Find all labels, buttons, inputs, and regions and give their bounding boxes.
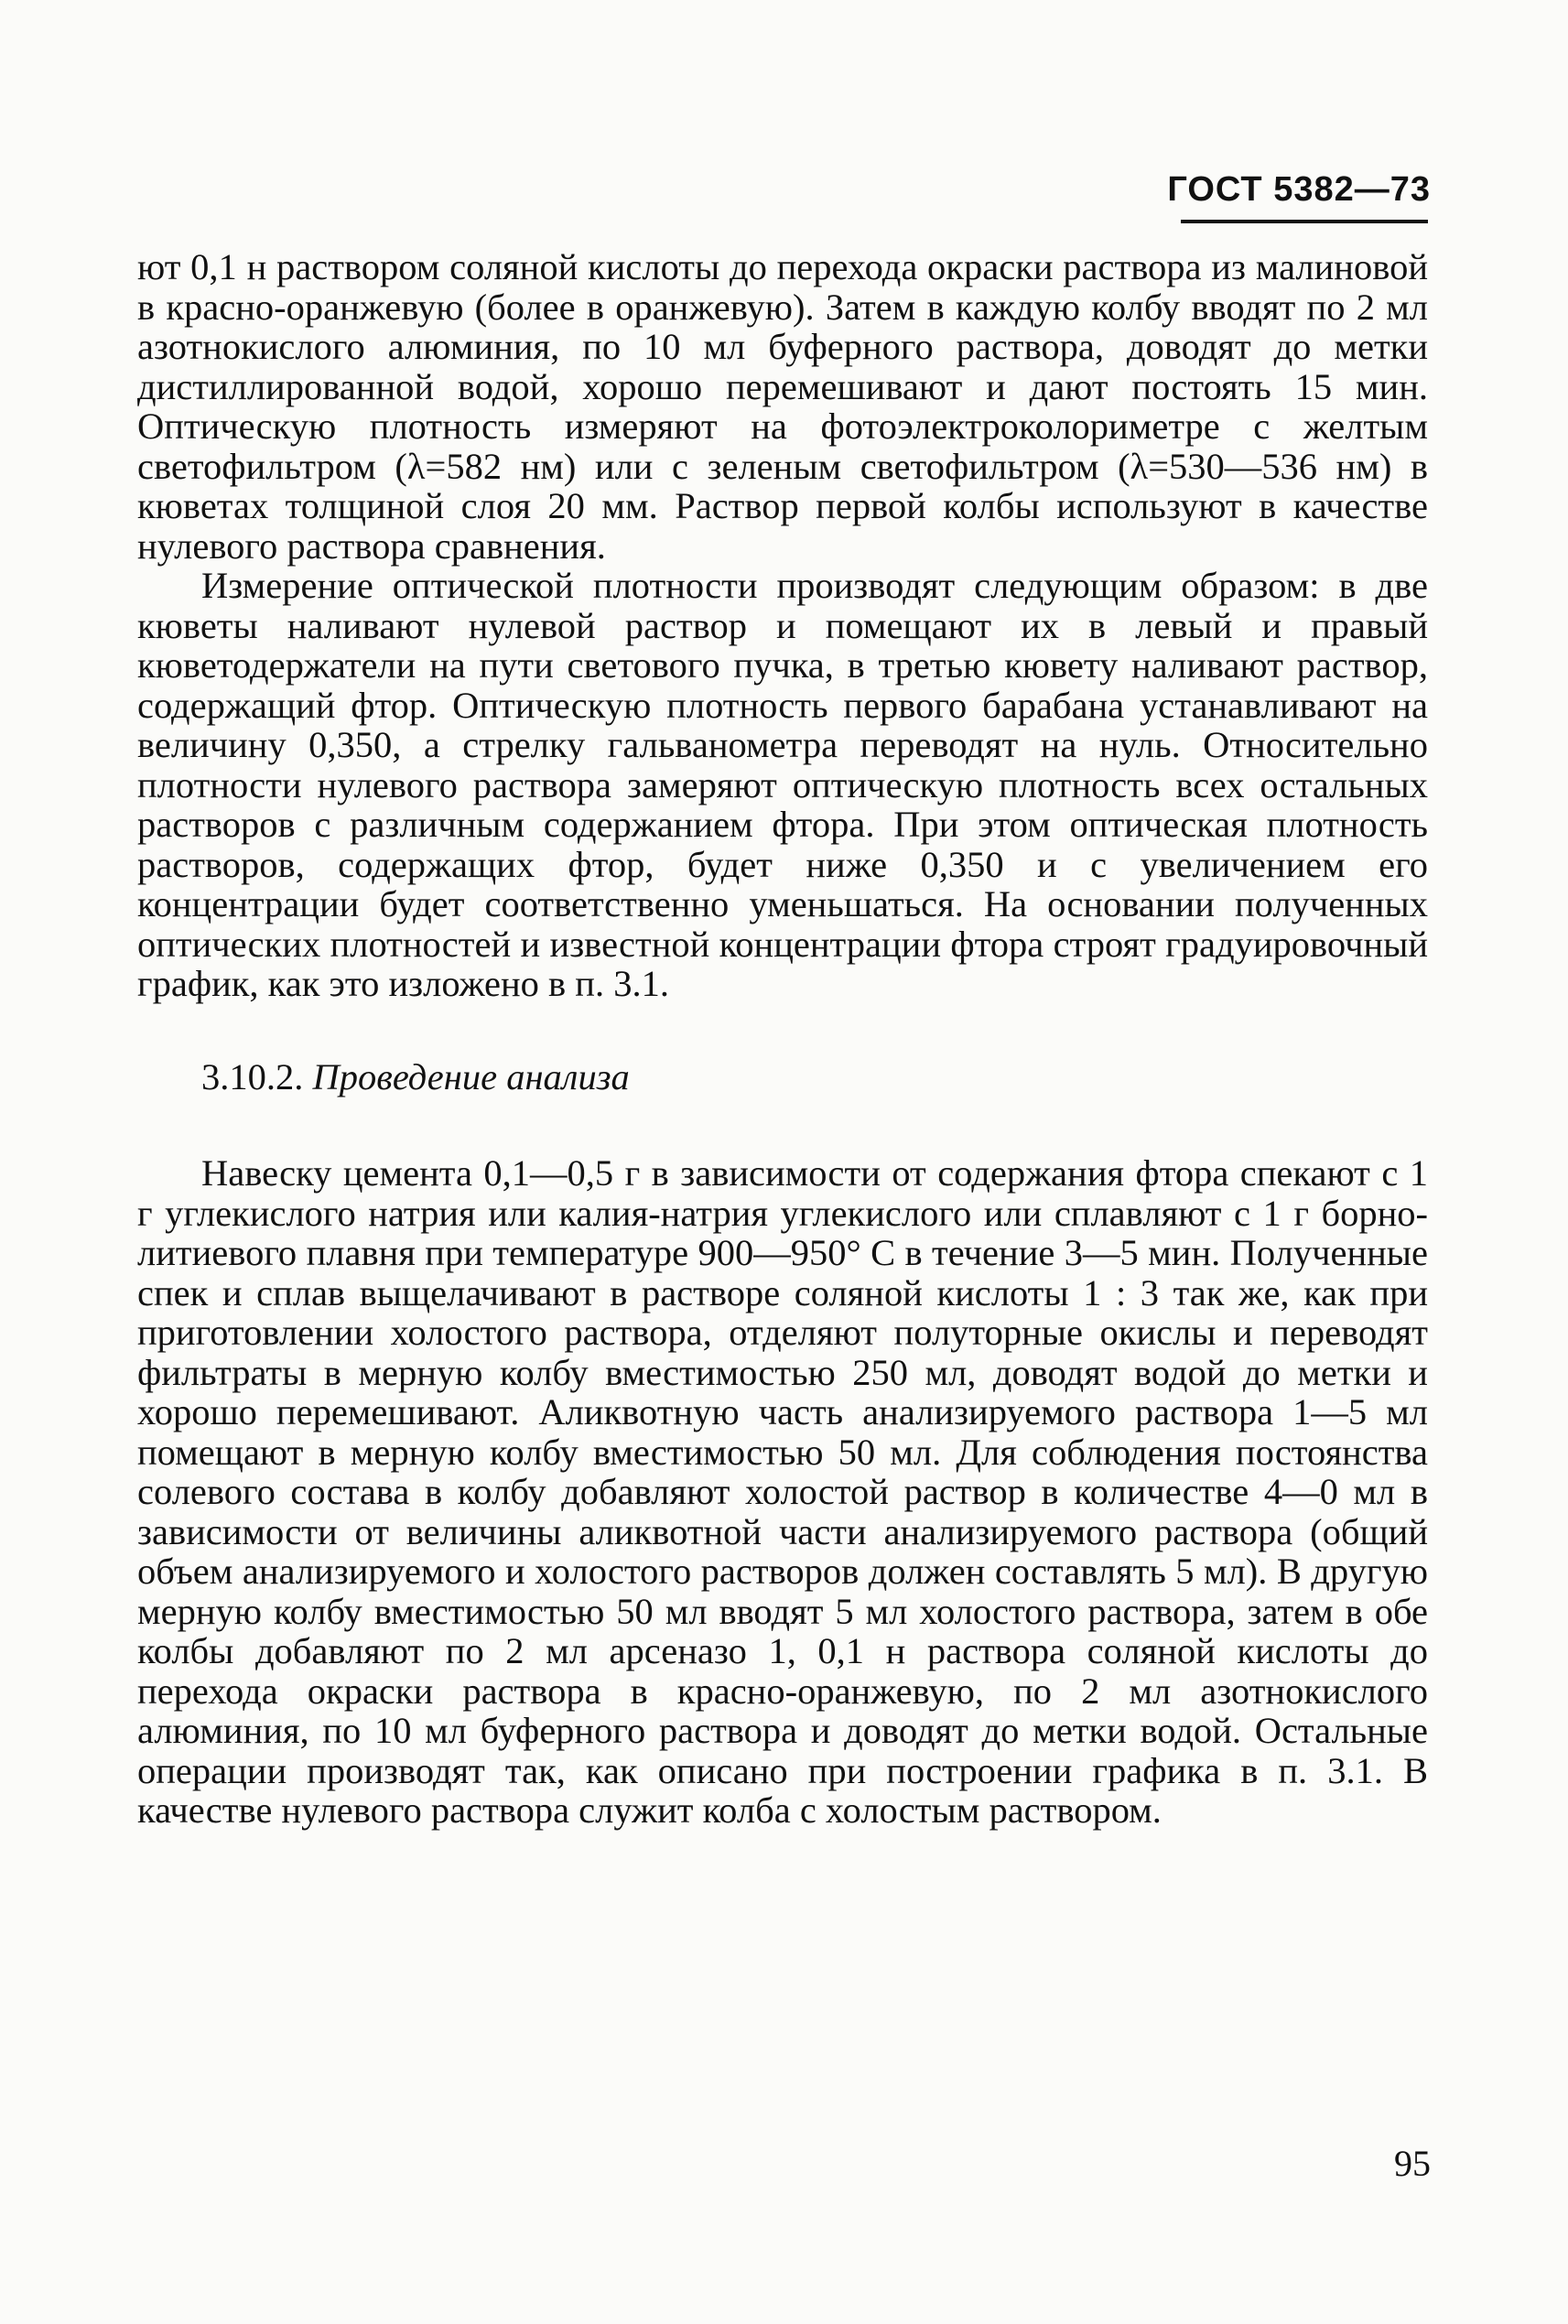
header-rule	[1181, 220, 1428, 223]
section-heading	[201, 1057, 1428, 1097]
page-number: 95	[1394, 2143, 1431, 2184]
paragraph-1: ют 0,1 н раствором соляной кислоты до перехода окраски раствора из малиновой в красно-оранжевую (более в оранжевую). Затем в каждую колбу вводят по 2 мл азотнокислого алюминия, по 10 мл буферного раствора, доводят до метки дистиллированной водой, хорошо перемешивают и дают постоять 15 мин. Оптическую плотность измеряют на фотоэлектроколориметре с желтым светофильтром (λ=582 нм) или с зеленым светофильтром (λ=530—536 нм) в кюветах толщиной слоя 20 мм. Раствор первой колбы используют в качестве нулевого раствора сравнения.	[137, 246, 1428, 567]
section-number: 3.10.2.	[201, 1055, 304, 1097]
body-text	[137, 247, 1428, 1831]
paragraph-2: Измерение оптической плотности производят следующим образом: в две кюветы наливают нулевой раствор и помещают их в левый и правый кюветодержатели на пути светового пучка, в третью кювету наливают раствор, содержащий фтор. Оптическую плотность первого барабана устанавливают на величину 0,350, а стрелку гальванометра переводят на нуль. Относительно плотности нулевого раствора замеряют оптическую плотность всех остальных растворов с различным содержанием фтора. При этом оптическая плотность растворов, содержащих фтор, будет ниже 0,350 и с увеличением его концентрации будет соответственно уменьшаться. На основании полученных оптических плотностей и известной концентрации фтора строят градуировочный график, как это изложено в п. 3.1.	[137, 565, 1428, 1004]
standard-header: ГОСТ 5382—73	[1167, 170, 1431, 209]
section-title: Проведение анализа	[312, 1055, 630, 1097]
paragraph-3: Навеску цемента 0,1—0,5 г в зависимости от содержания фтора спекают с 1 г углекислого натрия или калия-натрия углекислого или сплавляют с 1 г борно-литиевого плавня при температуре 900—950° С в течение 3—5 мин. Полученные спек и сплав выщелачивают в растворе соляной кислоты 1 : 3 так же, как при приготовлении холостого раствора, отделяют полуторные окислы и переводят фильтраты в мерную колбу вместимостью 250 мл, доводят водой до метки и хорошо перемешивают. Аликвотную часть анализируемого раствора 1—5 мл помещают в мерную колбу вместимостью 50 мл. Для соблюдения постоянства солевого состава в колбу добавляют холостой раствор в количестве 4—0 мл в зависимости от величины аликвотной части анализируемого раствора (общий объем анализируемого и холостого растворов должен составлять 5 мл). В другую мерную колбу вместимостью 50 мл вводят 5 мл холостого раствора, затем в обе колбы добавляют по 2 мл арсеназо 1, 0,1 н раствора соляной кислоты до перехода окраски раствора в красно-оранжевую, по 2 мл азотнокислого алюминия, по 10 мл буферного раствора и доводят до метки водой. Остальные операции производят так, как описано при построении графика в п. 3.1. В качестве нулевого раствора служит колба с холостым раствором.	[137, 1152, 1428, 1831]
